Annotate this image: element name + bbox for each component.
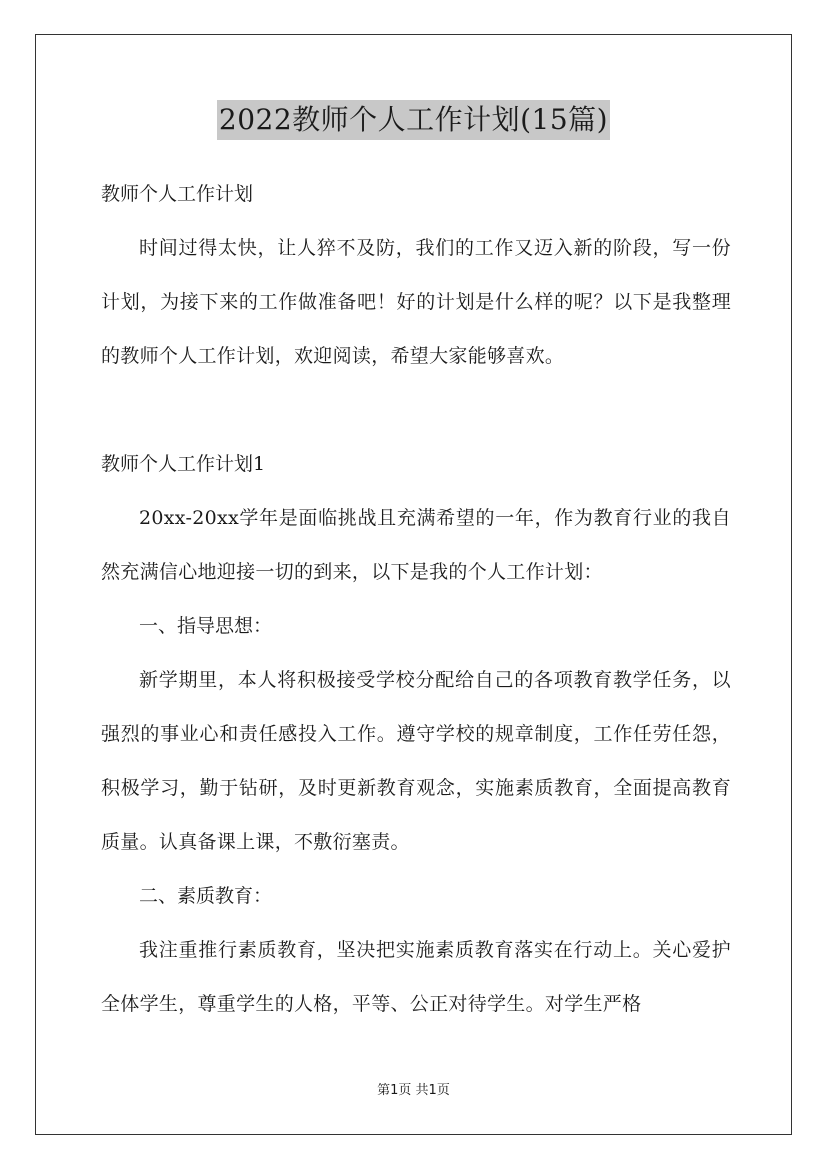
plan1-paragraph: 20xx-20xx学年是面临挑战且充满希望的一年，作为教育行业的我自然充满信心地迎接一切的到来，以下是我的个人工作计划：: [101, 507, 731, 583]
title-container: [0, 100, 827, 140]
plan1-heading: 教师个人工作计划1: [101, 453, 266, 475]
subheading-guiding-thought: 一、指导思想：: [139, 615, 273, 637]
section-heading: 教师个人工作计划: [101, 183, 254, 205]
document-title: 2022教师个人工作计划(15篇): [217, 100, 610, 140]
intro-paragraph: 时间过得太快，让人猝不及防，我们的工作又迈入新的阶段，写一份计划，为接下来的工作做准备吧！好的计划是什么样的呢？以下是我整理的教师个人工作计划，欢迎阅读，希望大家能够喜欢。: [101, 237, 731, 367]
quality-education-paragraph: 我注重推行素质教育，坚决把实施素质教育落实在行动上。关心爱护全体学生，尊重学生的人格，平等、公正对待学生。对学生严格: [101, 939, 731, 1015]
page-footer: 第1页 共1页: [377, 1083, 450, 1098]
subheading-quality-education: 二、素质教育：: [139, 885, 273, 907]
blank-line: [101, 383, 731, 437]
guiding-thought-paragraph: 新学期里，本人将积极接受学校分配给自己的各项教育教学任务，以强烈的事业心和责任感投入工作。遵守学校的规章制度，工作任劳任怨，积极学习，勤于钻研，及时更新教育观念，实施素质教育，全面提高教育质量。认真备课上课，不敷衍塞责。: [101, 669, 731, 853]
document-body: [101, 167, 731, 1031]
